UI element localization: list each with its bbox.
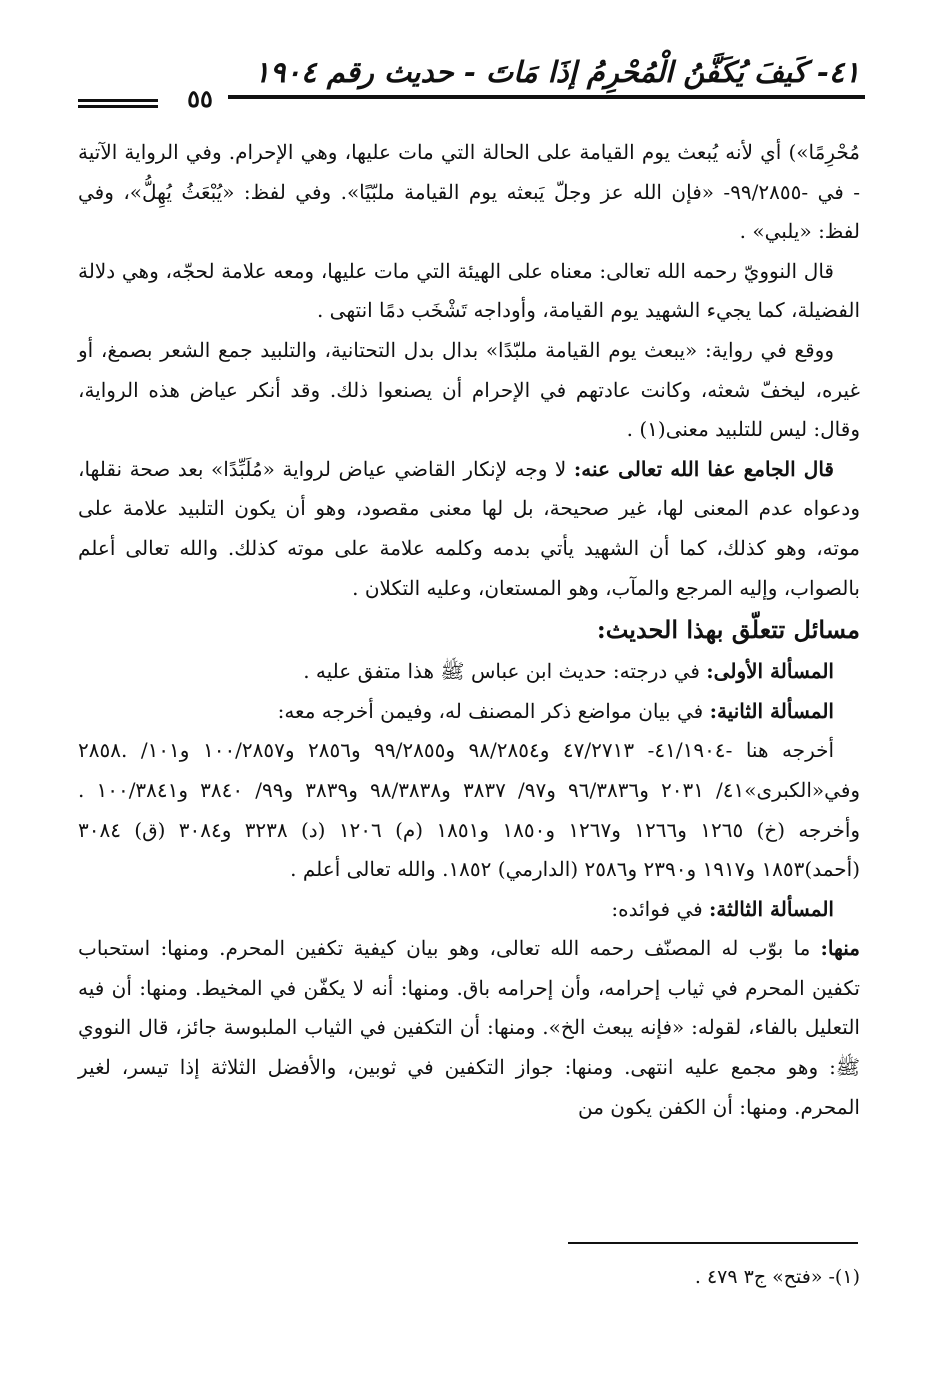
paragraph-4 (78, 450, 860, 608)
issue-3-benefits (78, 929, 860, 1127)
header-rule-double-top (78, 99, 158, 102)
paragraph-3 (78, 331, 860, 450)
paragraph-text: قال النوويّ رحمه الله تعالى: معناه على الهيئة التي مات عليها، ومعه علامة لحجّه، وهي دلالة الفضيلة، كما يجيء الشهيد يوم القيامة، وأوداجه تَشْخَب دمًا انتهى . (78, 258, 860, 323)
issue-lead: منها: (820, 936, 860, 961)
paragraph-lead: قال الجامع عفا الله تعالى عنه: (573, 456, 834, 481)
issue-2-sources (78, 731, 860, 889)
issue-text: في فوائده: (611, 896, 710, 921)
header-rule-double-bottom (78, 105, 158, 108)
paragraph-text: ووقع في رواية: «يبعث يوم القيامة ملبّدًا» بدال بدل التحتانية، والتلبيد جمع الشعر بصمغ، أو غيره، ليخفّ شعثه، وكانت عادتهم في الإحرام أن يصنعوا ذلك. وقد أنكر عياض هذه الرواية، وقال: ليس للتلبيد معنى(١) . (78, 337, 860, 442)
body-text (78, 133, 860, 1127)
paragraph-text: مُحْرِمًا») أي لأنه يُبعث يوم القيامة على الحالة التي مات عليها، وهي الإحرام. وفي الرواية الآتية - في -٩٩/٢٨٥٥- «فإن الله عز وجلّ يَبعثه يوم القيامة ملبّيًا». وفي لفظ: «يُبْعَثُ يُهِلُّ»، وفي لفظ: «يلبي» . (78, 140, 860, 244)
issue-text: في درجته: حديث ابن عباس ﷺ هذا متفق عليه . (303, 659, 707, 684)
issue-2 (78, 692, 860, 732)
footnote-rule (568, 1242, 858, 1244)
issue-1 (78, 652, 860, 692)
section-heading: مسائل تتعلّق بهذا الحديث: (596, 615, 860, 645)
page-number: ٥٥ (187, 84, 213, 113)
issue-lead: المسألة الثالثة: (709, 896, 834, 921)
issue-lead: المسألة الأولى: (706, 659, 834, 684)
paragraph-text: لا وجه لإنكار القاضي عياض لرواية «مُلَبِّدًا» بعد صحة نقلها، ودعواه عدم المعنى لها، غير صحيحة، بل لها معنى مقصود، وهو أن يكون التلبيد علامة على موته، وهو كذلك، كما أن الشهيد يأتي بدمه وكلمه علامة على موته كذلك. والله تعالى أعلم بالصواب، وإليه المرجع والمآب، وهو المستعان، وعليه التكلان . (78, 456, 861, 600)
running-header-title: ٤١- كَيفَ يُكَفَّنُ الْمُحْرِمُ إذَا مَاتَ - حديث رقم ١٩٠٤ (254, 55, 860, 89)
issue-text: في بيان مواضع ذكر المصنف له، وفيمن أخرجه معه: (277, 698, 710, 723)
issue-lead: المسألة الثانية: (709, 698, 834, 723)
header-rule (228, 95, 865, 99)
issue-text: ما بوّب له المصنّف رحمه الله تعالى، وهو بيان كيفية تكفين المحرم. ومنها: استحباب تكفين المحرم في ثياب إحرامه، وأن إحرامه باق. ومنها: أنه لا يكفّن في المخيط. ومنها: أن فيه التعليل بالفاء، لقوله: «فإنه يبعث الخ». ومنها: أن التكفين في الثياب الملبوسة جائز، قال النووي ﷺ: وهو مجمع عليه انتهى. ومنها: جواز التكفين في ثوبين، والأفضل الثلاثة إذا تيسر، لغير المحرم. ومنها: أن الكفن يكون من (78, 936, 860, 1119)
issue-3 (78, 890, 860, 930)
paragraph-2 (78, 252, 860, 331)
paragraph-1 (78, 133, 860, 252)
footnote: (١)- «فتح» ج٣ ٤٧٩ . (694, 1266, 860, 1288)
issue-text: أخرجه هنا -٤١/١٩٠٤- ٤٧/٢٧١٣ و٩٨/٢٨٥٤ و٩٩/٢٨٥٥ و٢٨٥٦ و١٠٠/٢٨٥٧ و١٠١/ .٢٨٥٨ وفي«الكبرى»٤١/ ٢٠٣١ و٩٦/٣٨٣٦ و٩٧/ ٣٨٣٧ و٩٨/٣٨٣٨ و٣٨٣٩ و٩٩/ ٣٨٤٠ و١٠٠/٣٨٤١ . وأخرجه (خ) ١٢٦٥ و١٢٦٦ و١٢٦٧ و١٨٥٠ و١٨٥١ (م) ١٢٠٦ (د) ٣٢٣٨ و٣٠٨٤ (ق) ٣٠٨٤ (أحمد)١٨٥٣ و١٩١٧ و٢٣٩٠ و٢٥٨٦ (الدارمي) ١٨٥٢. والله تعالى أعلم . (78, 738, 861, 882)
